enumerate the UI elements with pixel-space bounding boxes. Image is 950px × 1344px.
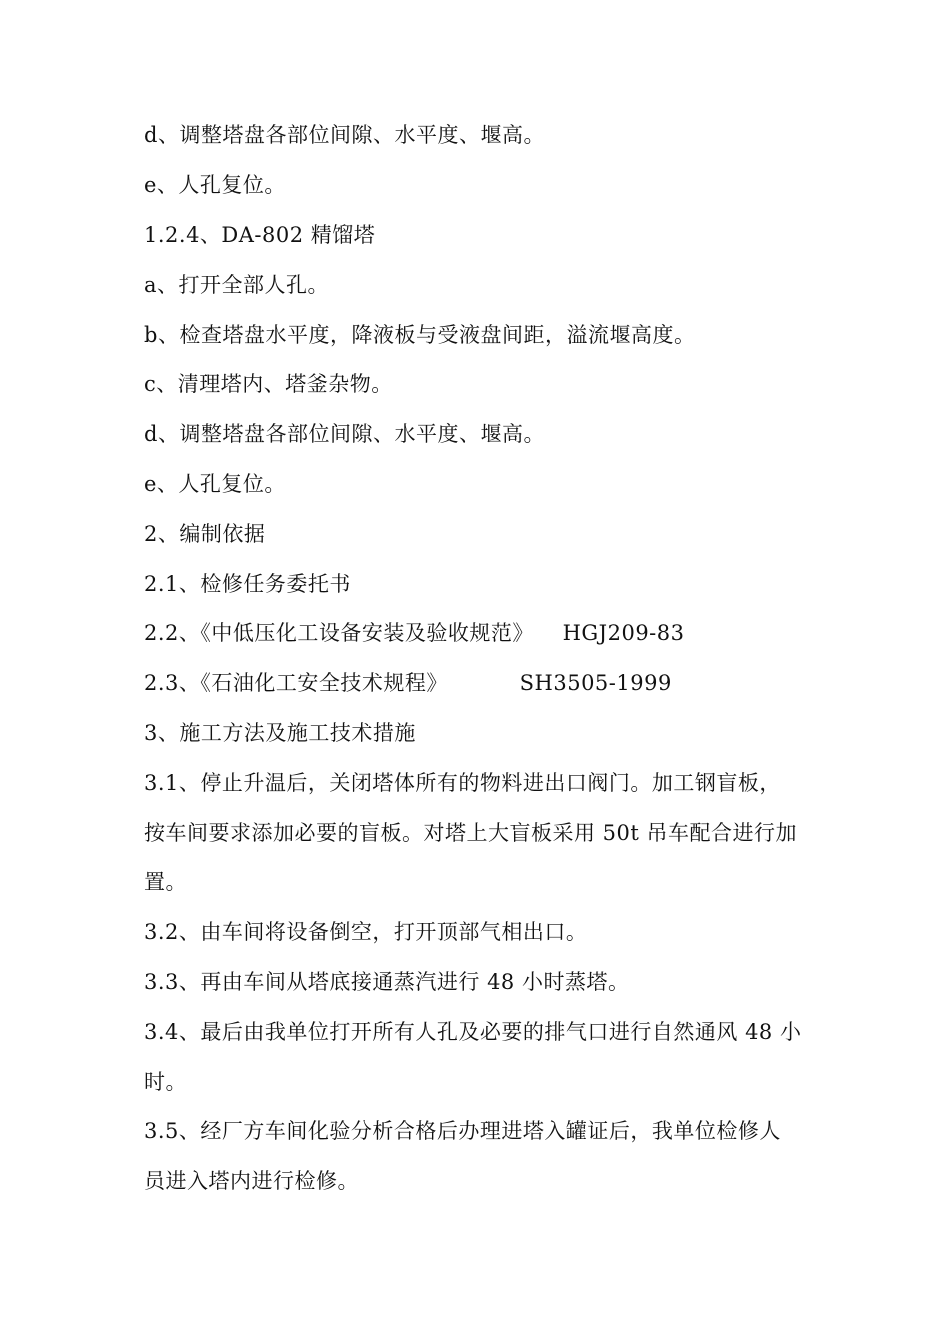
text-line: 员进入塔内进行检修。	[144, 1169, 359, 1193]
text-line: 2.3、《石油化工安全技术规程》 SH3505-1999	[144, 671, 672, 695]
text-line: a、打开全部人孔。	[144, 273, 330, 297]
section-heading: 1.2.4、DA-802 精馏塔	[144, 223, 376, 247]
text-line: c、清理塔内、塔釜杂物。	[144, 372, 393, 396]
text-line: 3.2、由车间将设备倒空，打开顶部气相出口。	[144, 920, 588, 944]
text-line: 3.1、停止升温后，关闭塔体所有的物料进出口阀门。加工钢盲板，	[144, 771, 781, 795]
text-line: 按车间要求添加必要的盲板。对塔上大盲板采用 50t 吊车配合进行加	[144, 821, 798, 845]
text-line: d、调整塔盘各部位间隙、水平度、堰高。	[144, 422, 545, 446]
text-line: 置。	[144, 870, 187, 894]
text-line: 2.2、《中低压化工设备安装及验收规范》 HGJ209-83	[144, 621, 685, 645]
section-heading: 3、施工方法及施工技术措施	[144, 721, 416, 745]
text-line: b、检查塔盘水平度，降液板与受液盘间距，溢流堰高度。	[144, 323, 696, 347]
text-line: 3.3、再由车间从塔底接通蒸汽进行 48 小时蒸塔。	[144, 970, 630, 994]
text-line: 2.1、检修任务委托书	[144, 572, 351, 596]
text-line: e、人孔复位。	[144, 173, 286, 197]
text-line: d、调整塔盘各部位间隙、水平度、堰高。	[144, 123, 545, 147]
text-line: 3.4、最后由我单位打开所有人孔及必要的排气口进行自然通风 48 小	[144, 1020, 802, 1044]
text-line: 3.5、经厂方车间化验分析合格后办理进塔入罐证后，我单位检修人	[144, 1119, 781, 1143]
section-heading: 2、编制依据	[144, 522, 266, 546]
text-line: 时。	[144, 1070, 187, 1094]
text-line: e、人孔复位。	[144, 472, 286, 496]
